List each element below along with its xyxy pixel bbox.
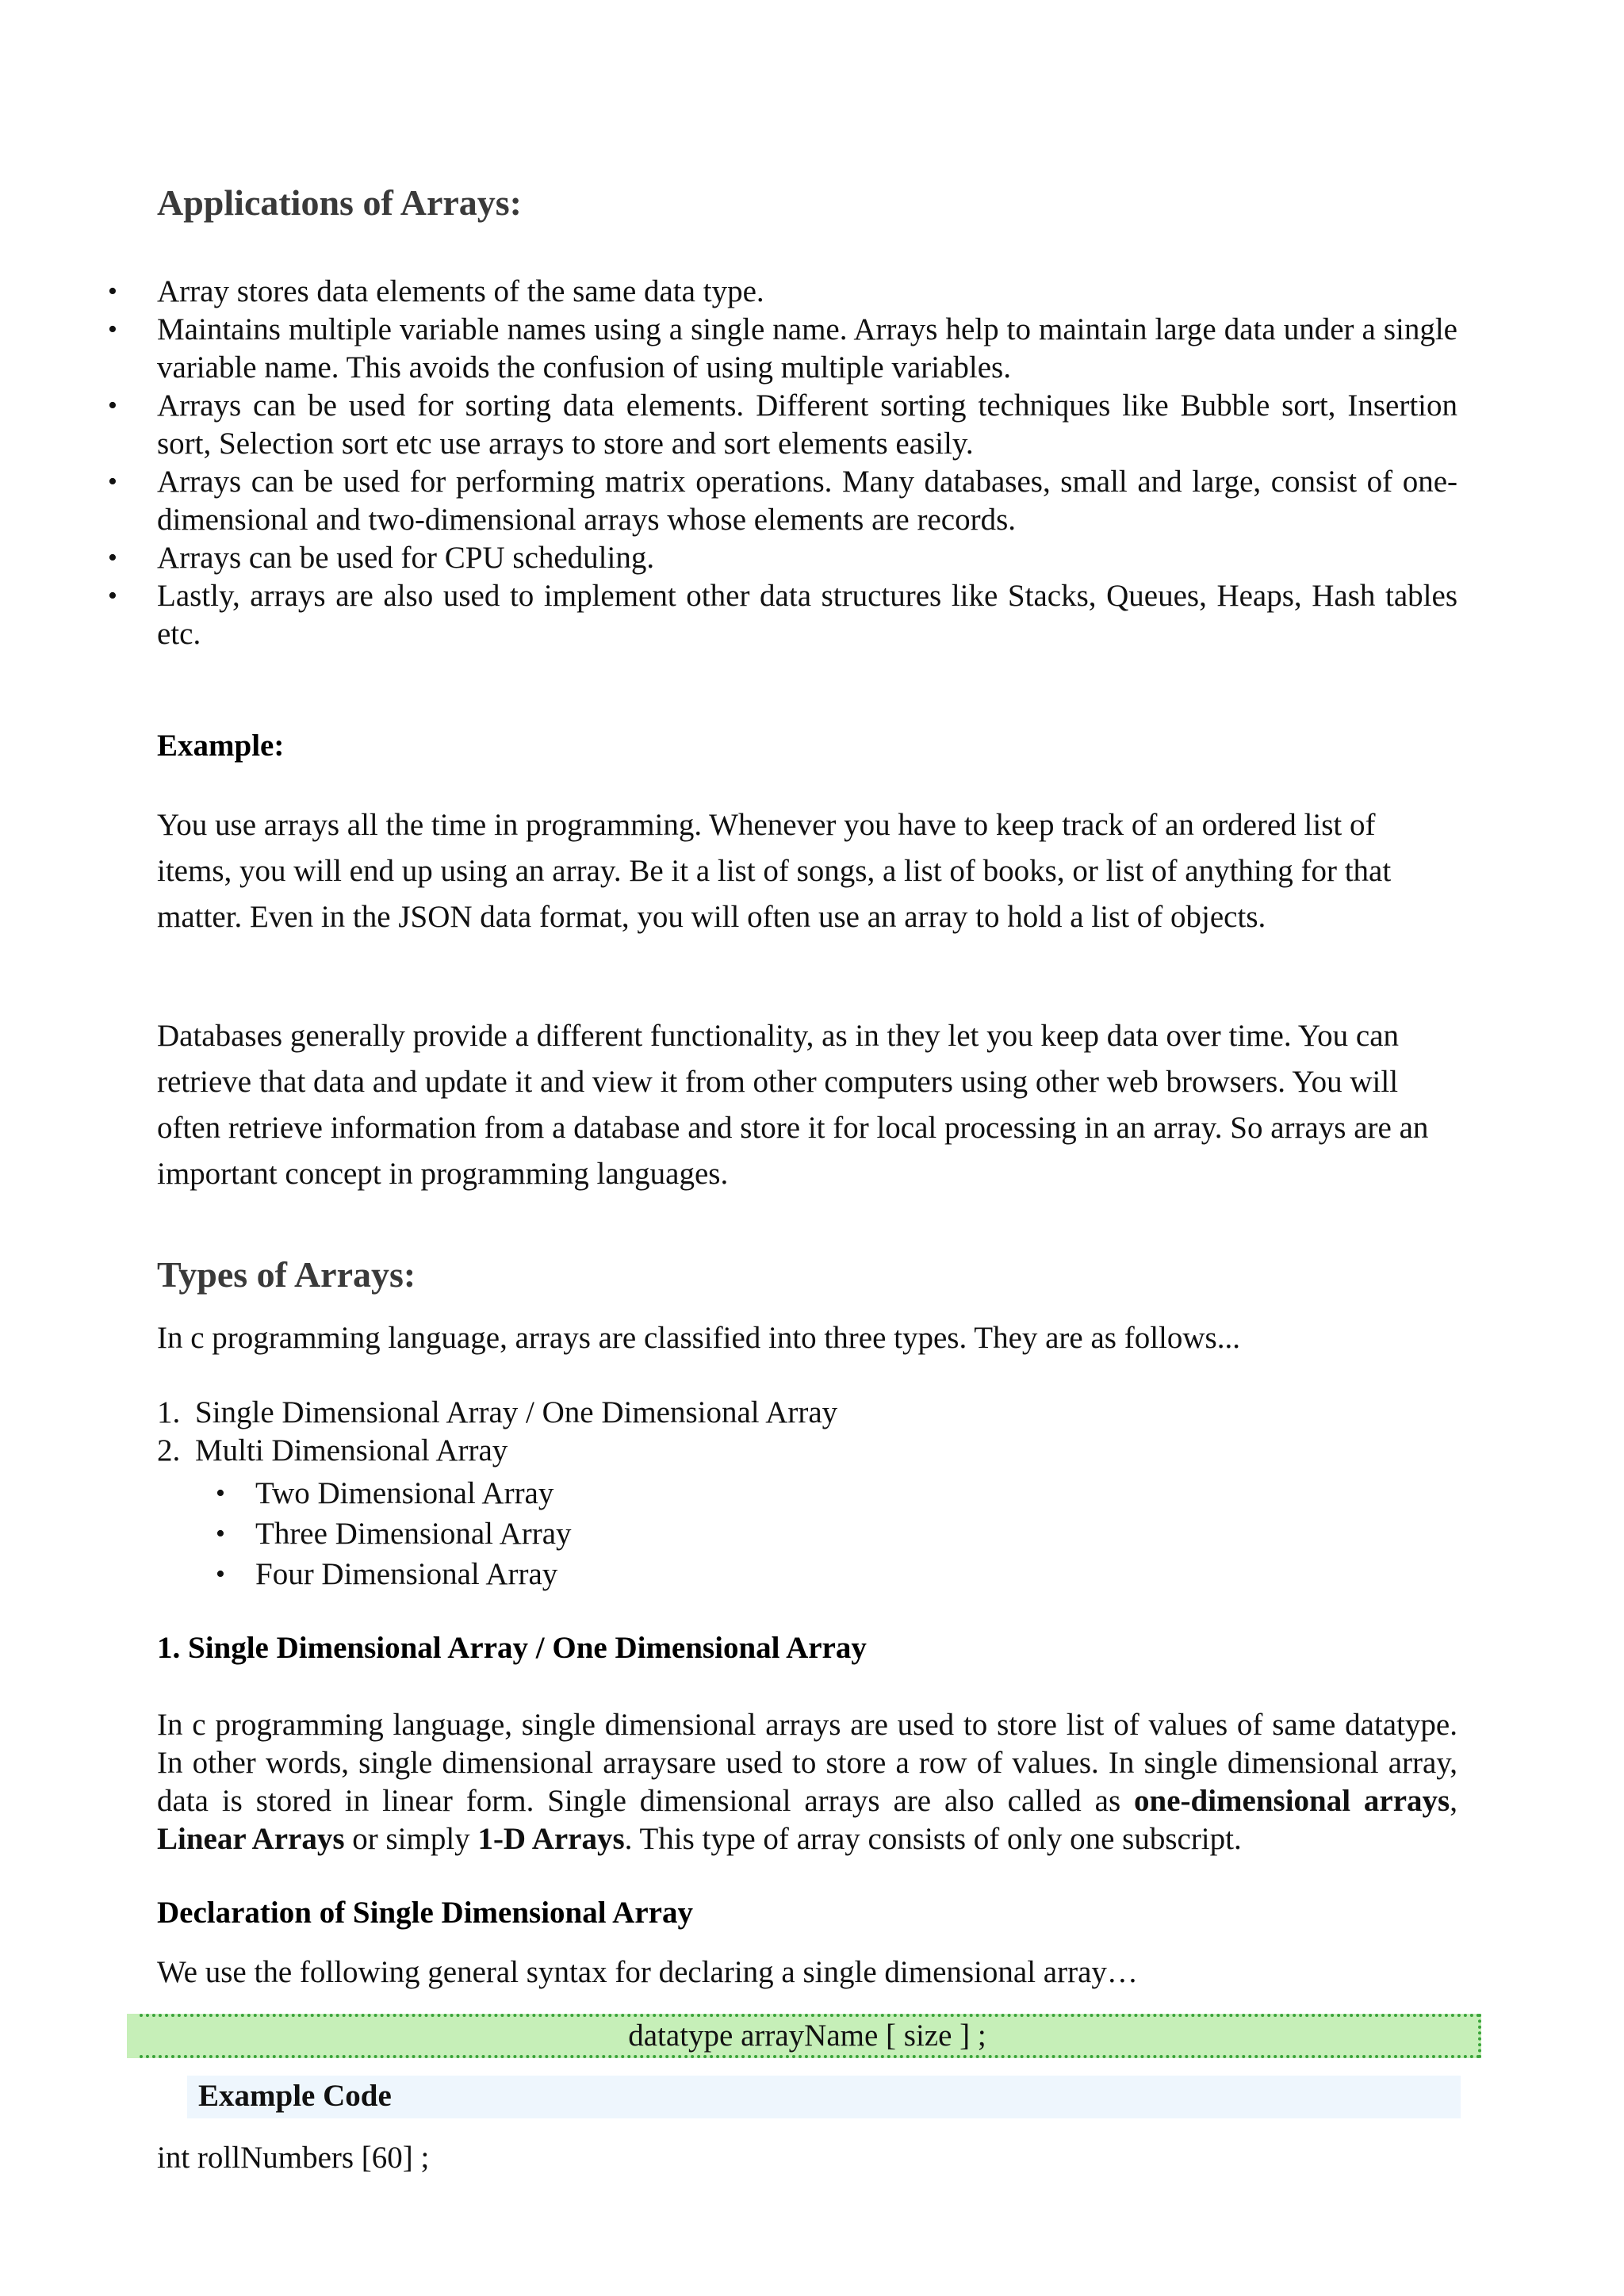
types-sub-list [255,1473,1556,1594]
types-intro: In c programming language, arrays are classified into three types. They are as follows... [157,1321,1240,1355]
list-item: 1. Single Dimensional Array / One Dimensional Array [157,1395,838,1429]
list-item: • Arrays can be used for sorting data elements. Different sorting techniques like Bubble sort, Insertion sort, Selection sort etc use arrays to store and sort elements easily. [157,387,1457,463]
syntax-box: datatype arrayName [ size ] ; [133,2014,1481,2058]
example-code-label: Example Code [198,2079,392,2113]
list-item: • Maintains multiple variable names using a single name. Arrays help to maintain large data under a single variable name. This avoids the confusion of using multiple variables. [157,311,1457,387]
list-item: • Arrays can be used for performing matrix operations. Many databases, small and large, consist of one-dimensional and two-dimensional arrays whose elements are records. [157,463,1457,539]
example-heading: Example: [157,729,285,763]
single-heading: 1. Single Dimensional Array / One Dimensional Array [157,1631,867,1665]
single-paragraph: In c programming language, single dimensional arrays are used to store list of values of same datatype. In other words, single dimensional arraysare used to store a row of values. In single dimensional array, data is stored in linear form. Single dimensional arrays are also called as one-dimensional arrays, Linear Arrays or simply 1-D Arrays. This type of array consists of only one subscript. [157,1708,1457,1856]
types-heading: Types of Arrays: [157,1254,416,1295]
list-item: • Two Dimensional Array [255,1473,1556,1513]
applications-list [157,273,1457,653]
list-item: • Lastly, arrays are also used to implement other data structures like Stacks, Queues, Heaps, Hash tables etc. [157,577,1457,653]
example-code-line: int rollNumbers [60] ; [157,2141,430,2175]
declaration-intro: We use the following general syntax for declaring a single dimensional array… [157,1955,1138,1989]
list-item: • Arrays can be used for CPU scheduling. [157,539,1457,577]
list-item: • Array stores data elements of the same data type. [157,273,1457,311]
list-item: • Four Dimensional Array [255,1554,1556,1594]
example-paragraph-1: You use arrays all the time in programming. Whenever you have to keep track of an ordered list of items, you will end up using an array. Be it a list of songs, a list of books, or list of anything for that matter. Even in the JSON data format, you will often use an array to hold a list of objects. [157,808,1392,934]
types-numbered-list [157,1394,1457,1470]
list-item: • Three Dimensional Array [255,1513,1556,1554]
applications-heading: Applications of Arrays: [157,182,522,223]
example-paragraph-2: Databases generally provide a different functionality, as in they let you keep data over time. You can retrieve that data and update it and view it from other computers using other web browsers. You will often retrieve information from a database and store it for local processing in an array. So arrays are an important concept in programming languages. [157,1019,1429,1191]
list-item: 2. Multi Dimensional Array [157,1433,508,1468]
declaration-heading: Declaration of Single Dimensional Array [157,1896,693,1930]
